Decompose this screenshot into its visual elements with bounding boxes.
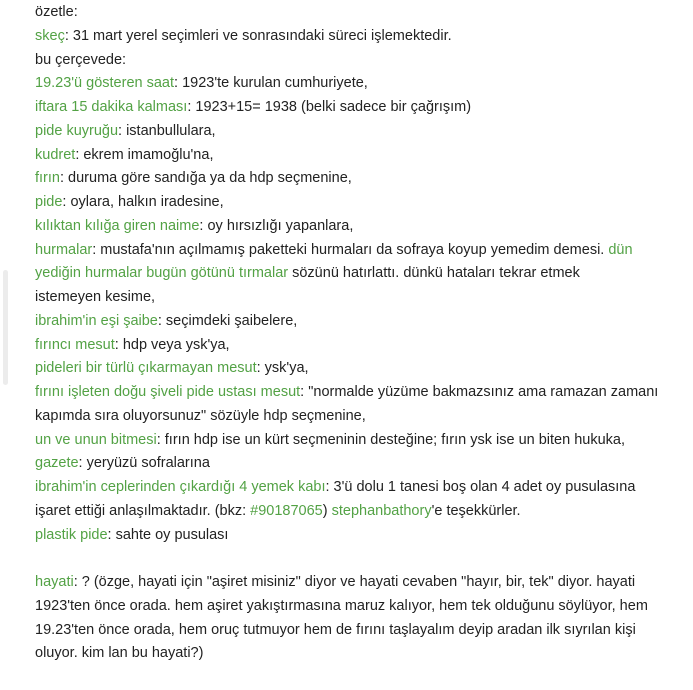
entry-line — [35, 72, 685, 96]
entry-text: 'e teşekkürler. — [431, 502, 521, 519]
term-link-pide-kuyrugu[interactable]: pide kuyruğu — [35, 122, 119, 139]
entry-line — [35, 405, 685, 429]
term-link-yemek-kabi[interactable]: ibrahim'in ceplerinden çıkardığı 4 yemek kabı — [35, 479, 326, 495]
entry-text: : oy hırsızlığı yapanlara, — [199, 217, 354, 234]
term-link-ibrahimin-esi[interactable]: ibrahim'in eşi şaibe — [35, 312, 158, 329]
entry-text: özetle: — [35, 4, 78, 20]
entry-text: : 3'ü dolu 1 tanesi boş olan 4 adet oy pusulasına — [325, 479, 636, 495]
entry-line — [35, 49, 685, 73]
scrollbar[interactable] — [3, 270, 8, 385]
entry-text: : 1923+15= 1938 (belki sadece bir çağrışım) — [187, 99, 472, 115]
term-link-un[interactable]: un ve unun bitmesi — [35, 431, 157, 448]
entry-text: bu çerçevede: — [35, 51, 127, 68]
entry-line — [35, 357, 685, 381]
term-link-iftar[interactable]: iftara 15 dakika kalması — [35, 99, 188, 115]
entry-line — [35, 262, 685, 286]
term-link-saat[interactable]: 19.23'ü gösteren saat — [35, 75, 175, 92]
entry-text: istemeyen kesime, — [35, 289, 156, 305]
entry-line — [35, 429, 685, 453]
term-link-yedigin-hurmalar[interactable]: yediğin hurmalar bugün götünü tırmalar — [35, 265, 289, 282]
entry-text: : hdp veya ysk'ya, — [114, 336, 230, 353]
entry-text: : seçimdeki şaibelere, — [157, 312, 298, 329]
term-link-dun[interactable]: dün — [608, 241, 633, 258]
entry-line — [35, 144, 685, 168]
entry-line — [35, 452, 685, 476]
term-link-skec[interactable]: skeç — [35, 27, 65, 44]
entry-text: : ? (özge, hayati için "aşiret misiniz" diyor ve hayati cevaben "hayır, bir, tek" diyor. hayati 1923'ten önce orada. hem aşiret yakıştırmasına maruz kalıyor, hem tek olduğunu söylüyor, hem 19.23'ten önce orada, hem oruç tutmuyor hem de fırını taşlayalım deyip aradan ilk sıyrılan kişi oluyor. kim lan bu hayati?) — [35, 574, 648, 662]
entry-text: : yeryüzü sofralarına — [78, 455, 210, 472]
entry-text: : ysk'ya, — [256, 360, 309, 377]
term-link-firin[interactable]: fırın — [35, 170, 60, 187]
hayati-paragraph — [35, 571, 671, 666]
entry-text: : 31 mart yerel seçimleri ve sonrasındaki süreci işlemektedir. — [64, 27, 452, 44]
entry-line — [35, 1, 685, 25]
entry-line — [35, 167, 685, 191]
entry-line — [35, 500, 685, 524]
entry-line — [35, 120, 685, 144]
entry-content — [35, 0, 685, 666]
user-link-stephanbathory[interactable]: stephanbathory — [331, 502, 432, 519]
entry-line — [35, 524, 685, 548]
term-link-firinci-mesut[interactable]: fırıncı mesut — [35, 336, 115, 353]
term-link-plastik-pide[interactable]: plastik pide — [35, 526, 108, 543]
entry-text: ) — [322, 502, 332, 519]
entry-text: : oylara, halkın iradesine, — [62, 194, 224, 210]
entry-text: : ekrem imamoğlu'na, — [75, 146, 214, 163]
term-link-naime[interactable]: kılıktan kılığa giren naime — [35, 217, 200, 234]
entry-reference-link[interactable]: #90187065 — [250, 502, 323, 519]
entry-line — [35, 191, 685, 215]
paragraph-gap — [35, 547, 685, 571]
term-link-pideleri-mesut[interactable]: pideleri bir türlü çıkarmayan mesut — [35, 360, 257, 377]
term-link-pide[interactable]: pide — [35, 194, 63, 210]
term-link-pide-ustasi[interactable]: fırını işleten doğu şiveli pide ustası mesut — [35, 384, 301, 400]
entry-text: : mustafa'nın açılmamış paketteki hurmaları da sofraya koyup yemedim demesi. — [92, 241, 605, 258]
entry-text: : istanbullulara, — [118, 122, 216, 139]
entry-text: sözünü hatırlattı. dünkü hataları tekrar etmek — [288, 265, 580, 282]
entry-line — [35, 334, 685, 358]
entry-line — [35, 239, 685, 263]
term-link-hurmalar[interactable]: hurmalar — [35, 241, 93, 258]
entry-line — [35, 476, 685, 500]
entry-line — [35, 25, 685, 49]
entry-text: : fırın hdp ise un kürt seçmeninin desteğine; fırın ysk ise un biten hukuka, — [156, 431, 626, 448]
entry-text: : duruma göre sandığa ya da hdp seçmenine, — [59, 170, 352, 187]
entry-text: : 1923'te kurulan cumhuriyete, — [174, 75, 368, 92]
entry-text: : sahte oy pusulası — [107, 526, 229, 543]
entry-line — [35, 96, 685, 120]
term-link-gazete[interactable]: gazete — [35, 455, 79, 472]
entry-text: işaret ettiği anlaşılmaktadır. (bkz: — [35, 502, 251, 519]
term-link-hayati[interactable]: hayati — [35, 574, 74, 590]
term-link-kudret[interactable]: kudret — [35, 146, 76, 163]
entry-line — [35, 286, 685, 310]
entry-text: : "normalde yüzüme bakmazsınız ama ramazan zamanı — [300, 384, 659, 400]
entry-line — [35, 215, 685, 239]
entry-line — [35, 310, 685, 334]
entry-line — [35, 381, 685, 405]
entry-text: kapımda sıra oluyorsunuz" sözüyle hdp seçmenine, — [35, 407, 366, 424]
